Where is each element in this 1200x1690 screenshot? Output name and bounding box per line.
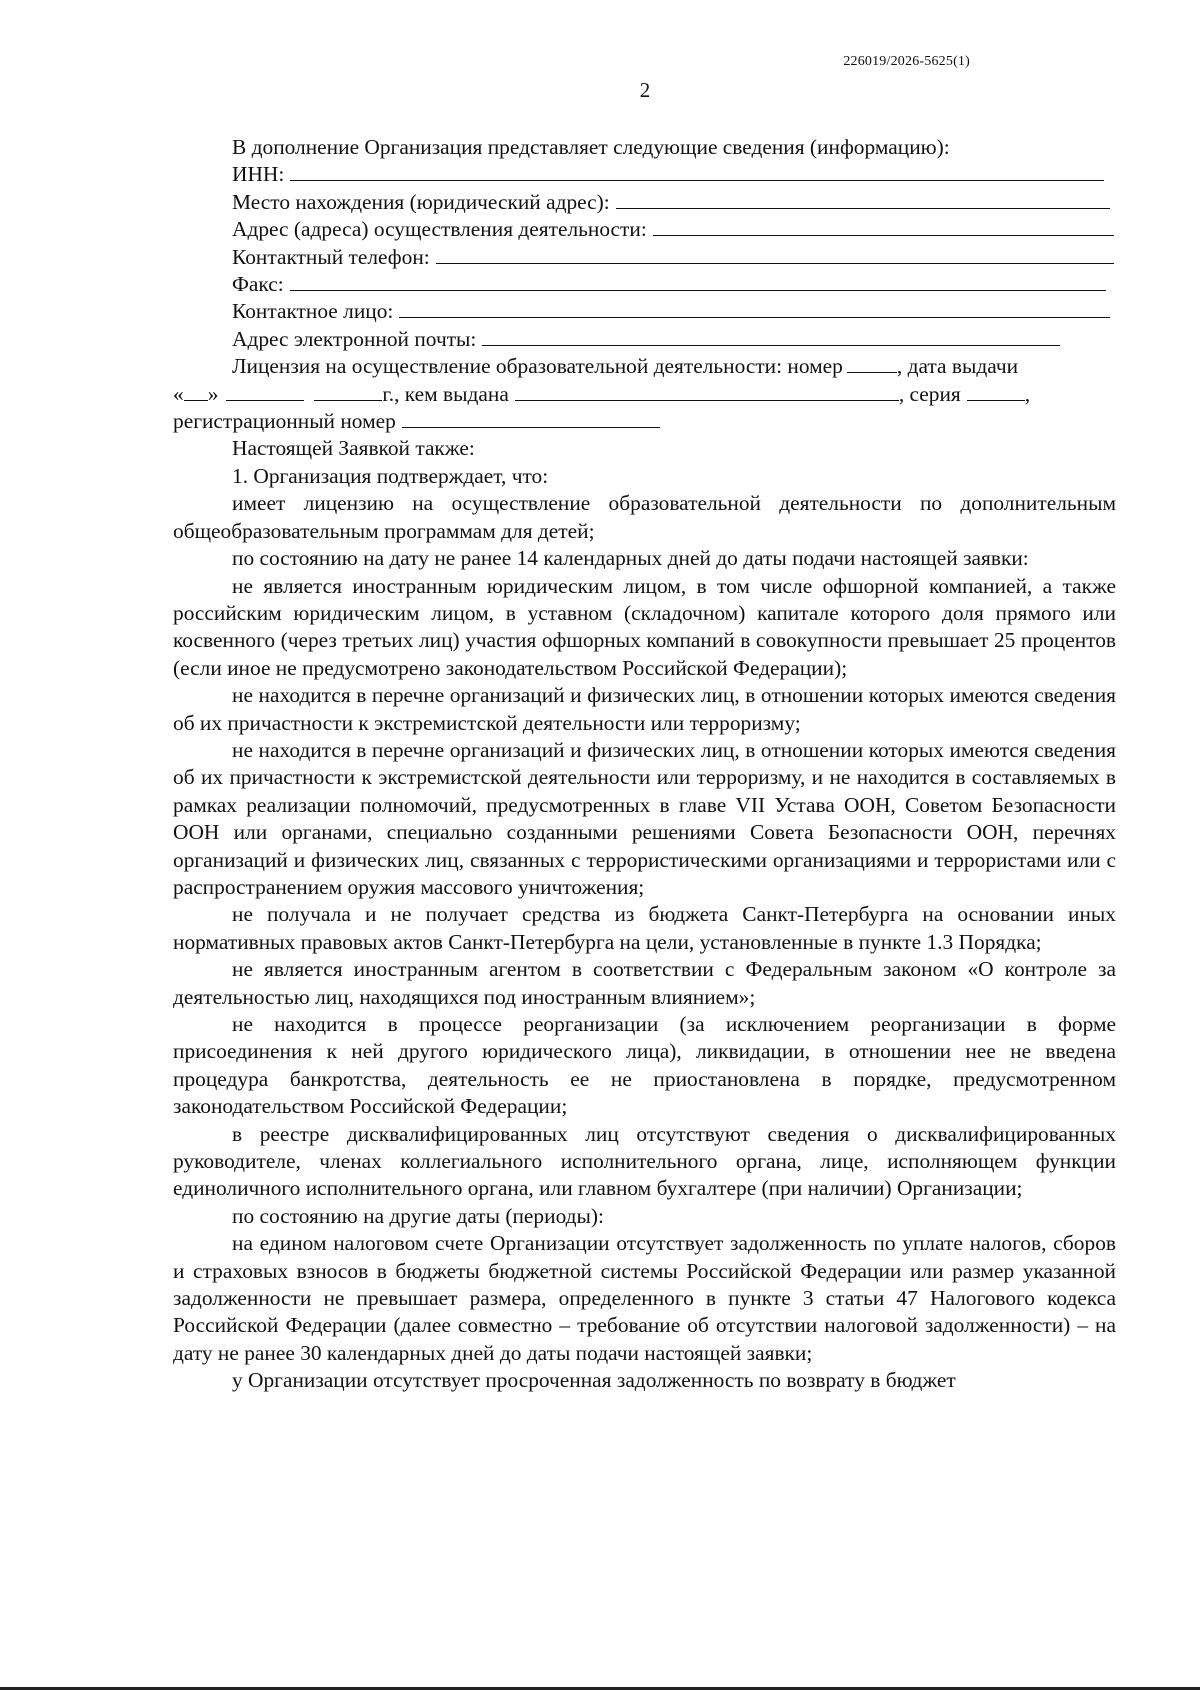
page-number: 2 xyxy=(639,78,651,102)
paragraph-6: не получала и не получает средства из бюджета Санкт-Петербурга на основании иных нормативных правовых актов Санкт-Петербурга на цели, установленные в пункте 1.3 Порядка; xyxy=(173,902,1116,954)
field-fax xyxy=(232,271,1116,298)
field-email xyxy=(232,326,1116,353)
field-fax-blank[interactable] xyxy=(290,272,1106,291)
paragraph-2: по состоянию на дату не ранее 14 календарных дней до даты подачи настоящей заявки: xyxy=(232,546,1029,571)
paragraph-11: на едином налоговом счете Организации отсутствует задолженность по уплате налогов, сборов и страховых взносов в бюджеты бюджетной системы Российской Федерации или размер указанной задолженности не превышает размера, определенного в пункте 3 статьи 47 Налогового кодекса Российской Федерации (далее совместно – требование об отсутствии налоговой задолженности) – на дату не ранее 30 календарных дней до даты подачи настоящей заявки; xyxy=(173,1231,1116,1365)
license-day-blank[interactable] xyxy=(184,382,208,401)
paragraph-12: у Организации отсутствует просроченная задолженность по возврату в бюджет xyxy=(232,1368,956,1393)
field-activity-address xyxy=(232,216,1116,243)
license-number-blank[interactable] xyxy=(847,354,897,373)
license-line-1 xyxy=(232,353,1116,380)
open-quote: « xyxy=(173,381,184,406)
paragraph-confirm: 1. Организация подтверждает, что: xyxy=(232,463,549,488)
reg-number-label: регистрационный номер xyxy=(173,409,396,434)
field-inn xyxy=(232,161,1116,188)
field-legal-address xyxy=(232,189,1116,216)
paragraph-1: имеет лицензию на осуществление образовательной деятельности по дополнительным общеобразовательным программам для детей; xyxy=(173,491,1116,543)
license-year-blank[interactable] xyxy=(314,382,382,401)
license-series-blank[interactable] xyxy=(967,382,1025,401)
field-contact-person-blank[interactable] xyxy=(399,299,1110,318)
field-phone xyxy=(232,244,1116,271)
license-issuer-label: г., кем выдана xyxy=(382,381,509,406)
license-issue-date-label: , дата выдачи xyxy=(896,354,1019,379)
document-body xyxy=(173,134,1116,1395)
field-phone-blank[interactable] xyxy=(436,245,1114,264)
field-activity-address-blank[interactable] xyxy=(653,217,1114,236)
paragraph-5: не находится в перечне организаций и физических лиц, в отношении которых имеются сведения об их причастности к экстремистской деятельности или терроризму, и не находится в составляемых в рамках реализации полномочий, предусмотренных в главе VII Устава ООН, Советом Безопасности ООН или органами, специально созданными решениями Совета Безопасности ООН, перечнях организаций и физических лиц, связанных с террористическими организациями и террористами или с распространением оружия массового уничтожения; xyxy=(173,737,1116,899)
license-line-3 xyxy=(173,408,1116,435)
close-quote: » xyxy=(207,381,219,406)
paragraph-10: по состоянию на другие даты (периоды): xyxy=(232,1203,604,1228)
paragraph-9: в реестре дисквалифицированных лиц отсутствуют сведения о дисквалифицированных руководителе, членах коллегиального исполнительного органа, лице, исполняющем функции единоличного исполнительного органа, или главном бухгалтере (при наличии) Организации; xyxy=(173,1121,1116,1201)
paragraph-3: не является иностранным юридическим лицом, в том числе офшорной компанией, а также российским юридическим лицом, в уставном (складочном) капитале которого доля прямого или косвенного (через третьих лиц) участия офшорных компаний в совокупности превышает 25 процентов (если иное не предусмотрено законодательством Российской Федерации); xyxy=(173,573,1116,680)
paragraph-8: не находится в процессе реорганизации (за исключением реорганизации в форме присоединения к ней другого юридического лица), ликвидации, в отношении нее не введена процедура банкротства, деятельность ее не приостановлена в порядке, предусмотренном законодательством Российской Федерации; xyxy=(173,1012,1116,1119)
field-email-label: Адрес электронной почты: xyxy=(232,326,477,351)
license-month-blank[interactable] xyxy=(226,382,304,401)
intro-paragraph: В дополнение Организация представляет следующие сведения (информацию): xyxy=(232,135,950,159)
field-email-blank[interactable] xyxy=(482,327,1060,346)
license-series-label: , серия xyxy=(898,381,961,406)
paragraph-7: не является иностранным агентом в соответствии с Федеральным законом «О контроле за деятельностью лиц, находящихся под иностранным влиянием»; xyxy=(173,957,1116,1009)
paragraph-4: не находится в перечне организаций и физических лиц, в отношении которых имеются сведения об их причастности к экстремистской деятельности или терроризму; xyxy=(173,683,1116,735)
license-issuer-blank[interactable] xyxy=(515,382,899,401)
field-inn-label: ИНН: xyxy=(232,162,285,187)
field-legal-address-blank[interactable] xyxy=(616,190,1110,209)
field-phone-label: Контактный телефон: xyxy=(232,244,430,269)
reg-number-blank[interactable] xyxy=(402,409,660,428)
document-number: 226019/2026-5625(1) xyxy=(843,54,970,69)
field-fax-label: Факс: xyxy=(232,272,284,297)
field-inn-blank[interactable] xyxy=(290,162,1104,181)
field-legal-address-label: Место нахождения (юридический адрес): xyxy=(232,189,610,214)
field-activity-address-label: Адрес (адреса) осуществления деятельности: xyxy=(232,217,647,242)
license-line-2 xyxy=(173,381,1116,408)
field-contact-person-label: Контактное лицо: xyxy=(232,299,394,324)
license-series-comma: , xyxy=(1024,381,1031,406)
license-label: Лицензия на осуществление образовательной деятельности: номер xyxy=(232,354,843,379)
paragraph-also: Настоящей Заявкой также: xyxy=(232,436,475,461)
field-contact-person xyxy=(232,298,1116,325)
